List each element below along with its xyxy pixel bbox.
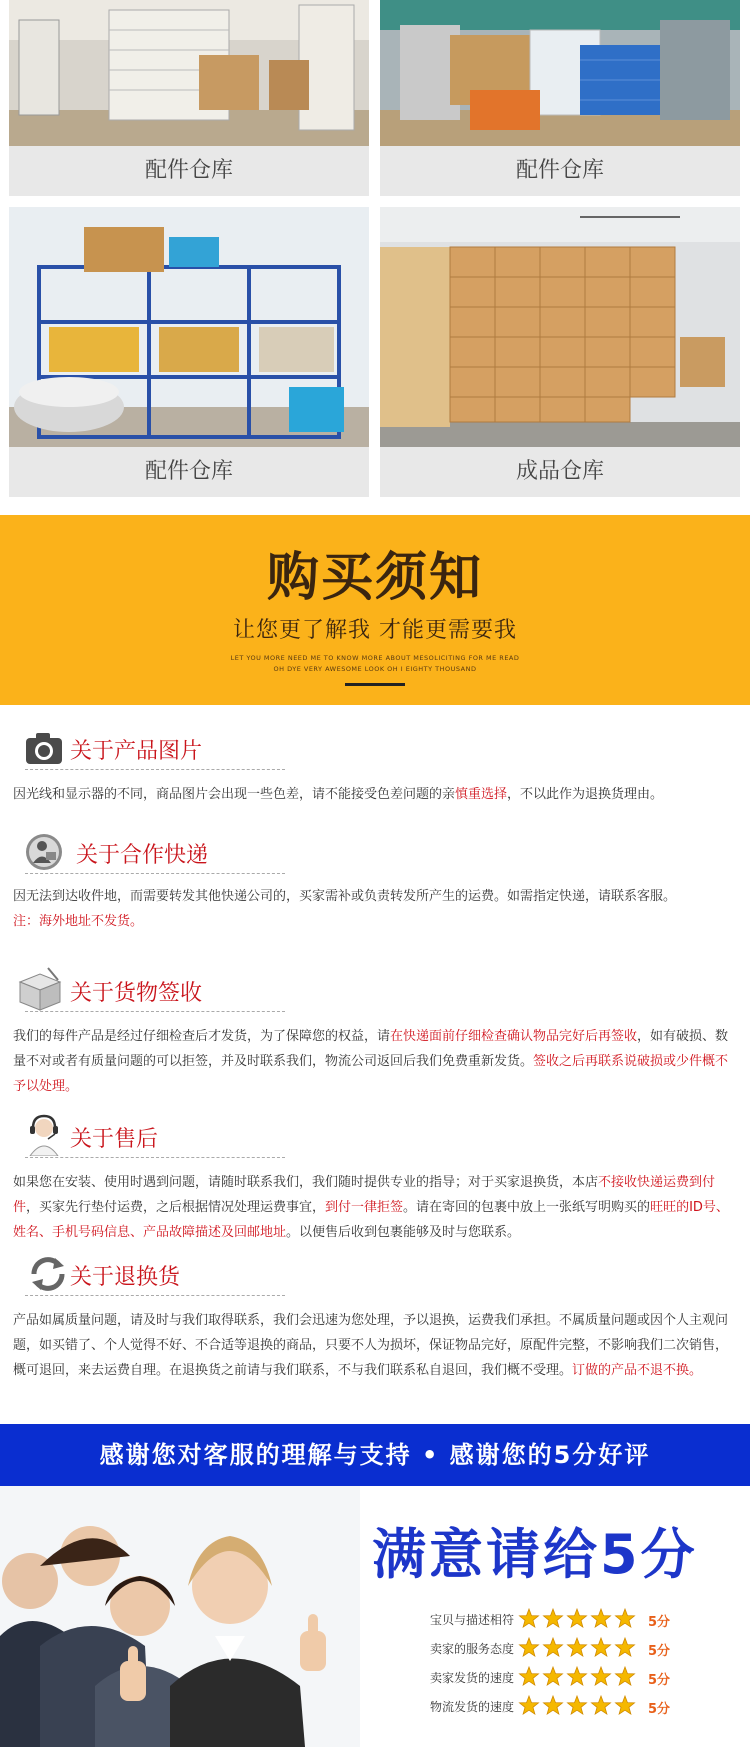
body-text: 产品如属质量问题，请及时与我们取得联系，我们会迅速为您处理，予以退换，运费我们承担。不属质量问题或因个人主观问题，如买错了、个人觉得不好、不合适等退换的商品，只要不人为损坏，保证物品完好，原配件完整，不影响我们二次销售，概可退回，来去运费自理。在退换货之前请与我们联系，不与我们联系私自退回，我们概不受理。 — [13, 1313, 729, 1378]
section-header — [0, 728, 750, 772]
section-receipt — [0, 970, 750, 1099]
rating-label: 物流发货的速度 — [430, 1700, 515, 1714]
rating-row — [430, 1637, 710, 1659]
banner-divider — [345, 683, 405, 686]
rating-section — [0, 1486, 750, 1747]
highlight-text: 签收之后再联系说破损或少件概不予以处理。 — [13, 1054, 729, 1094]
body-text: 。以便售后收到包裹能够及时与您联系。 — [286, 1225, 521, 1240]
highlight-text: 到付一律拒签 — [325, 1200, 404, 1215]
highlight-text: 慎重选择 — [455, 787, 508, 802]
body-text: 因光线和显示器的不同，商品图片会出现一些色差，请不能接受色差问题的亲 — [13, 787, 456, 802]
warehouse-photo — [9, 0, 369, 146]
section-divider — [25, 769, 285, 770]
warehouse-caption: 配件仓库 — [9, 447, 369, 497]
star-icon — [591, 1667, 610, 1685]
star-rating-icons — [518, 1666, 636, 1688]
thumbs-up-people-image — [0, 1486, 360, 1747]
refresh-arrows-icon — [26, 1254, 70, 1294]
warehouse-photo — [380, 0, 740, 146]
section-title: 关于合作快递 — [76, 843, 209, 868]
star-icon — [543, 1667, 562, 1685]
rating-row — [430, 1608, 710, 1630]
section-returns — [0, 1254, 750, 1383]
star-icon — [543, 1609, 562, 1627]
highlight-text: 订做的产品不退不换。 — [572, 1363, 703, 1378]
banner-english-line: OH DYE VERY AWESOME LOOK OH I EIGHTY THOUSAND — [273, 665, 477, 673]
highlight-text: 在快递面前仔细检查确认物品完好后再签收 — [390, 1029, 638, 1044]
star-icon — [615, 1609, 634, 1627]
rating-score: 5分 — [648, 1702, 671, 1717]
rating-score: 5分 — [648, 1673, 671, 1688]
package-box-icon — [14, 966, 66, 1012]
section-header — [0, 1254, 750, 1298]
section-text — [0, 876, 750, 934]
warehouse-caption: 配件仓库 — [380, 146, 740, 196]
star-icon — [567, 1609, 586, 1627]
camera-icon — [22, 728, 66, 768]
section-divider — [25, 1011, 285, 1012]
star-icon — [567, 1667, 586, 1685]
warehouse-caption: 成品仓库 — [380, 447, 740, 497]
highlight-text: 旺旺的ID号、姓名、手机号码信息、产品故障描述及回邮地址 — [13, 1200, 729, 1240]
section-text — [0, 1014, 750, 1099]
section-divider — [25, 1157, 285, 1158]
section-title: 关于货物签收 — [70, 981, 203, 1006]
star-icon — [615, 1667, 634, 1685]
body-text: ，买家先行垫付运费，之后根据情况处理运费事宜， — [26, 1200, 326, 1215]
warehouse-card — [9, 0, 369, 196]
banner-english-line: LET YOU MORE NEED ME TO KNOW MORE ABOUT MESOLICITING FOR ME READ — [230, 654, 520, 662]
highlight-text: 注：海外地址不发货。 — [13, 914, 144, 929]
section-header — [0, 832, 750, 876]
rating-score: 5分 — [648, 1644, 671, 1659]
star-rating-icons — [518, 1637, 636, 1659]
thanks-bar: 感谢您对客服的理解与支持 • 感谢您的5分好评 — [0, 1424, 750, 1486]
star-icon — [591, 1609, 610, 1627]
section-title: 关于售后 — [70, 1127, 159, 1152]
body-text: ，如有破损、数量不对或者有质量问题的可以拒签，并及时联系我们，物流公司返回后我们免费重新发货。 — [13, 1029, 729, 1069]
star-icon — [519, 1609, 538, 1627]
section-text — [0, 1160, 750, 1245]
rating-row — [430, 1695, 710, 1717]
star-icon — [543, 1696, 562, 1714]
rating-label: 宝贝与描述相符 — [430, 1613, 515, 1627]
star-icon — [591, 1638, 610, 1656]
rating-row — [430, 1666, 710, 1688]
banner-title: 购买须知 — [266, 548, 483, 608]
purchase-notice-banner — [0, 515, 750, 705]
warehouse-photo — [380, 207, 740, 447]
body-text: ，不以此作为退换货理由。 — [507, 787, 664, 802]
section-divider — [25, 873, 285, 874]
star-icon — [615, 1696, 634, 1714]
body-text: 因无法到达收件地，而需要转发其他快递公司的，买家需补或负责转发所产生的运费。如需指定快递，请联系客服。 — [13, 889, 677, 904]
headset-icon — [20, 1112, 68, 1156]
section-after-sales — [0, 1116, 750, 1245]
star-icon — [519, 1638, 538, 1656]
section-text — [0, 1298, 750, 1383]
highlight-text: 不接收快递运费到付件 — [13, 1175, 716, 1215]
star-icon — [615, 1638, 634, 1656]
warehouse-card — [380, 207, 740, 497]
rating-label: 卖家的服务态度 — [430, 1642, 515, 1656]
section-header — [0, 970, 750, 1014]
rating-score: 5分 — [648, 1615, 671, 1630]
star-rating-icons — [518, 1695, 636, 1717]
star-icon — [519, 1696, 538, 1714]
star-icon — [543, 1638, 562, 1656]
body-text: 我们的每件产品是经过仔细检查后才发货，为了保障您的权益，请 — [13, 1029, 391, 1044]
star-rating-icons — [518, 1608, 636, 1630]
section-text — [0, 772, 750, 807]
warehouse-gallery — [0, 0, 750, 515]
section-title: 关于退换货 — [70, 1265, 181, 1290]
section-courier — [0, 832, 750, 934]
star-icon — [591, 1696, 610, 1714]
warehouse-card — [380, 0, 740, 196]
section-product-photos — [0, 728, 750, 807]
warehouse-caption: 配件仓库 — [9, 146, 369, 196]
warehouse-photo — [9, 207, 369, 447]
section-title: 关于产品图片 — [70, 739, 203, 764]
star-icon — [567, 1696, 586, 1714]
section-header — [0, 1116, 750, 1160]
rating-label: 卖家发货的速度 — [430, 1671, 515, 1685]
body-text: 。请在寄回的包裹中放上一张纸写明购买的 — [403, 1200, 651, 1215]
star-icon — [519, 1667, 538, 1685]
rating-title: 满意请给5分 — [372, 1523, 698, 1586]
body-text: 如果您在安装、使用时遇到问题，请随时联系我们，我们随时提供专业的指导；对于买家退换货，本店 — [13, 1175, 599, 1190]
banner-subtitle: 让您更了解我 才能更需要我 — [233, 618, 517, 643]
banner-english-text — [200, 653, 550, 675]
section-divider — [25, 1295, 285, 1296]
courier-person-icon — [22, 832, 66, 872]
warehouse-card — [9, 207, 369, 497]
star-icon — [567, 1638, 586, 1656]
